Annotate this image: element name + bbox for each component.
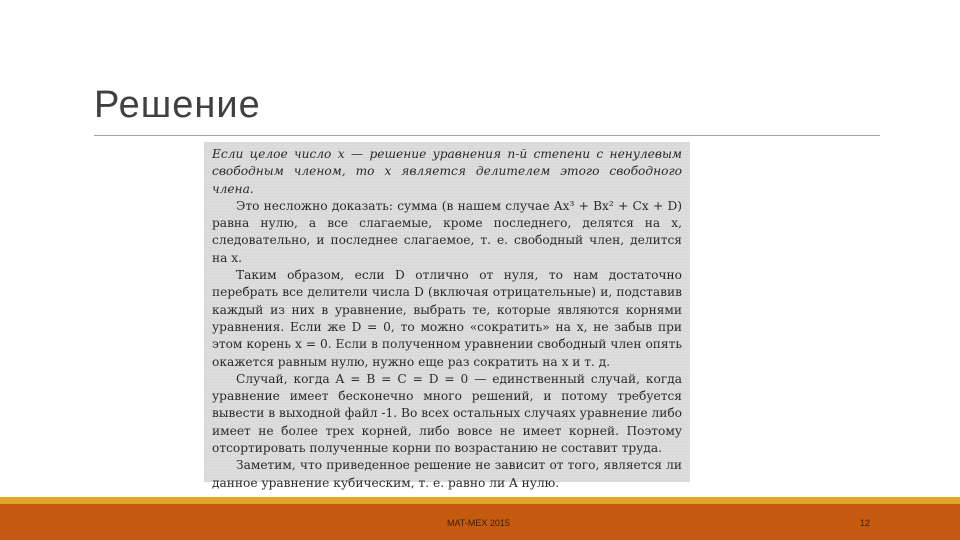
scan-paragraph-theorem: Если целое число x — решение уравнения n-й степени с ненулевым свободным членом, то x является делителем этого свободного члена. — [212, 147, 682, 196]
scan-paragraph-zero-case: Случай, когда A = B = C = D = 0 — единственный случай, когда уравнение имеет бесконечно много решений, и потому требуется вывести в выходной файл -1. Во всех остальных случаях уравнение либо имеет не более трех корней, либо вовсе не имеет корней. Поэтому отсортировать полученные корни по возрастанию не составит труда. — [212, 371, 682, 456]
scan-paragraph-proof: Это несложно доказать: сумма (в нашем случае Ax³ + Bx² + Cx + D) равна нулю, а все слагаемые, кроме последнего, делятся на x, следовательно, и последнее слагаемое, т. е. свободный член, делится на x. — [212, 198, 682, 265]
scan-paragraph-divisors: Таким образом, если D отлично от нуля, то нам достаточно перебрать все делители числа D (включая отрицательные) и, подставив каждый из них в уравнение, выбрать те, которые являются корнями уравнения. Если же D = 0, то можно «сократить» на x, не забыв при этом корень x = 0. Если в полученном уравнении свободный член опять окажется равным нулю, нужно еще раз сократить на x и т. д. — [212, 268, 682, 369]
title-divider — [94, 135, 880, 136]
slide-title: Решение — [94, 84, 261, 126]
scan-paragraph-note: Заметим, что приведенное решение не зависит от того, является ли данное уравнение кубическим, т. е. равно ли A нулю. — [212, 458, 682, 490]
footer-caption: MAT-MEX 2015 — [447, 518, 510, 528]
footer-accent-stripe — [0, 497, 960, 504]
scanned-text-image — [204, 142, 690, 490]
page-number: 12 — [860, 518, 871, 528]
